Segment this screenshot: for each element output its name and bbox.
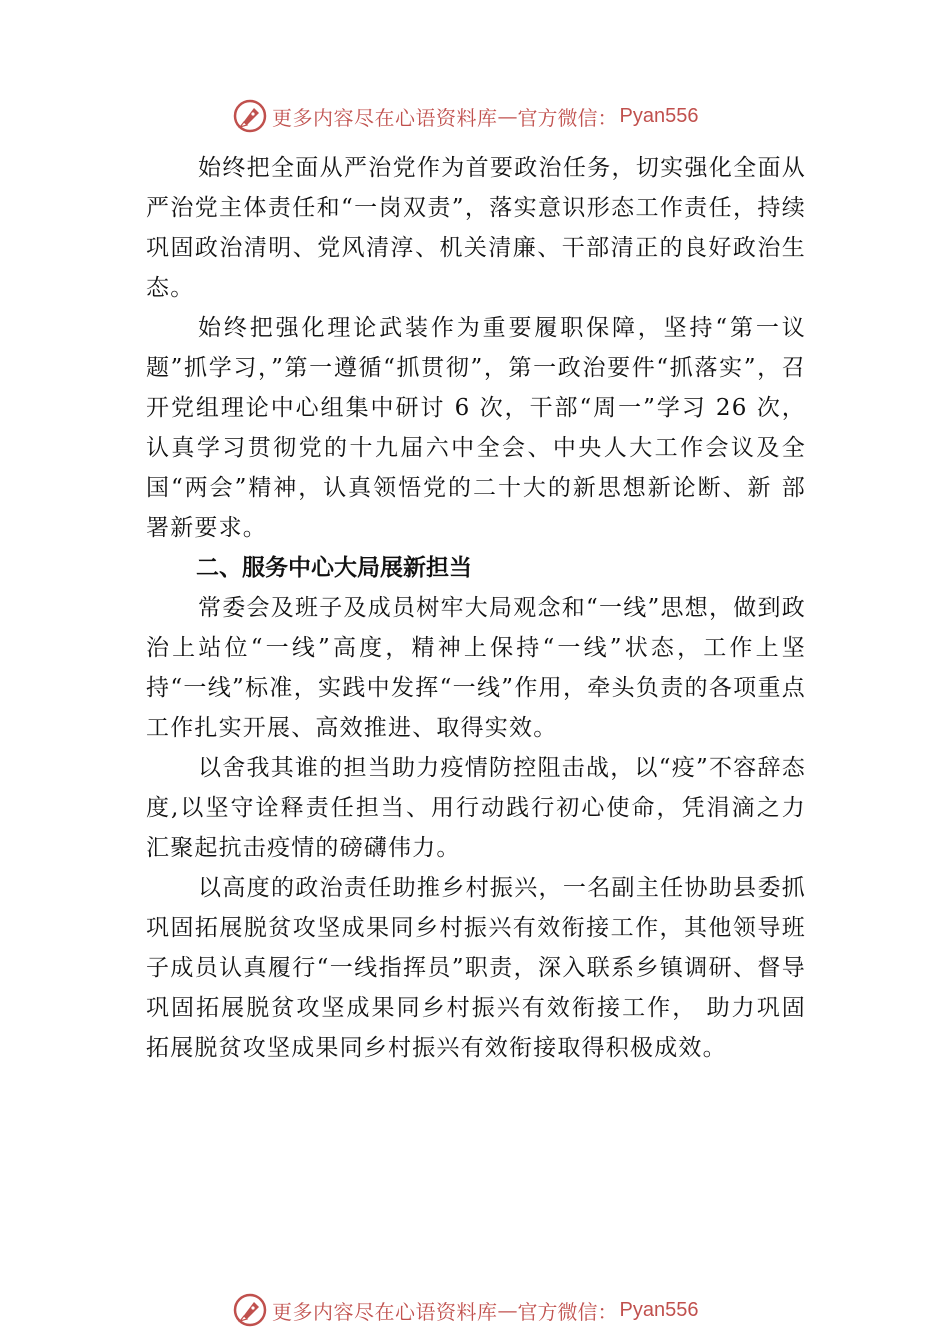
watermark-banner-top [232,96,752,136]
pen-nib-logo-icon [232,98,268,134]
watermark-sub-text: 官方微信： [517,1299,618,1324]
section-heading: 二、服务中心大局展新担当 [196,555,472,581]
paragraph: 以舍我其谁的担当助力疫情防控阻击战，以“疫”不容辞态度,以坚守诠释责任担当、用行动践行初心使命，凭涓滴之力汇聚起抗击疫情的磅礴伟力。 [146,755,806,861]
watermark-main-text: 更多内容尽在心语资料库 [272,1299,498,1324]
document-body [146,148,806,1068]
paragraph: 始终把全面从严治党作为首要政治任务，切实强化全面从严治党主体责任和“一岗双责”，落实意识形态工作责任，持续巩固政治清明、党风清淳、机关清廉、干部清正的良好政治生态。 [146,155,806,301]
watermark-separator: — [497,104,518,128]
pen-nib-logo-icon [232,1292,268,1328]
paragraph: 始终把强化理论武装作为重要履职保障，坚持“第一议题”抓学习，”第一遵循“抓贯彻”，第一政治要件“抓落实”，召开党组理论中心组集中研讨 6 次，干部“周一”学习 26 次，认真学习贯彻党的十九届六中全会、中央人大工作会议及全国“两会”精神，认真领悟党的二十大的新思想新论断、新 部署新要求。 [146,315,806,541]
watermark-main-text: 更多内容尽在心语资料库 [272,105,498,130]
watermark-separator: — [497,1298,518,1322]
watermark-wechat-id: Pyan556 [619,104,699,127]
watermark-sub-text: 官方微信： [517,105,618,130]
watermark-wechat-id: Pyan556 [619,1298,699,1321]
paragraph: 以高度的政治责任助推乡村振兴，一名副主任协助县委抓巩固拓展脱贫攻坚成果同乡村振兴有效衔接工作，其他领导班子成员认真履行“一线指挥员”职责，深入联系乡镇调研、督导巩固拓展脱贫攻坚成果同乡村振兴有效衔接工作， 助力巩固拓展脱贫攻坚成果同乡村振兴有效衔接取得积极成效。 [146,875,806,1061]
watermark-banner-bottom [232,1290,752,1330]
paragraph: 常委会及班子及成员树牢大局观念和“一线”思想，做到政治上站位“一线”高度，精神上保持“一线”状态，工作上坚持“一线”标准，实践中发挥“一线”作用，牵头负责的各项重点工作扎实开展、高效推进、取得实效。 [146,595,806,741]
